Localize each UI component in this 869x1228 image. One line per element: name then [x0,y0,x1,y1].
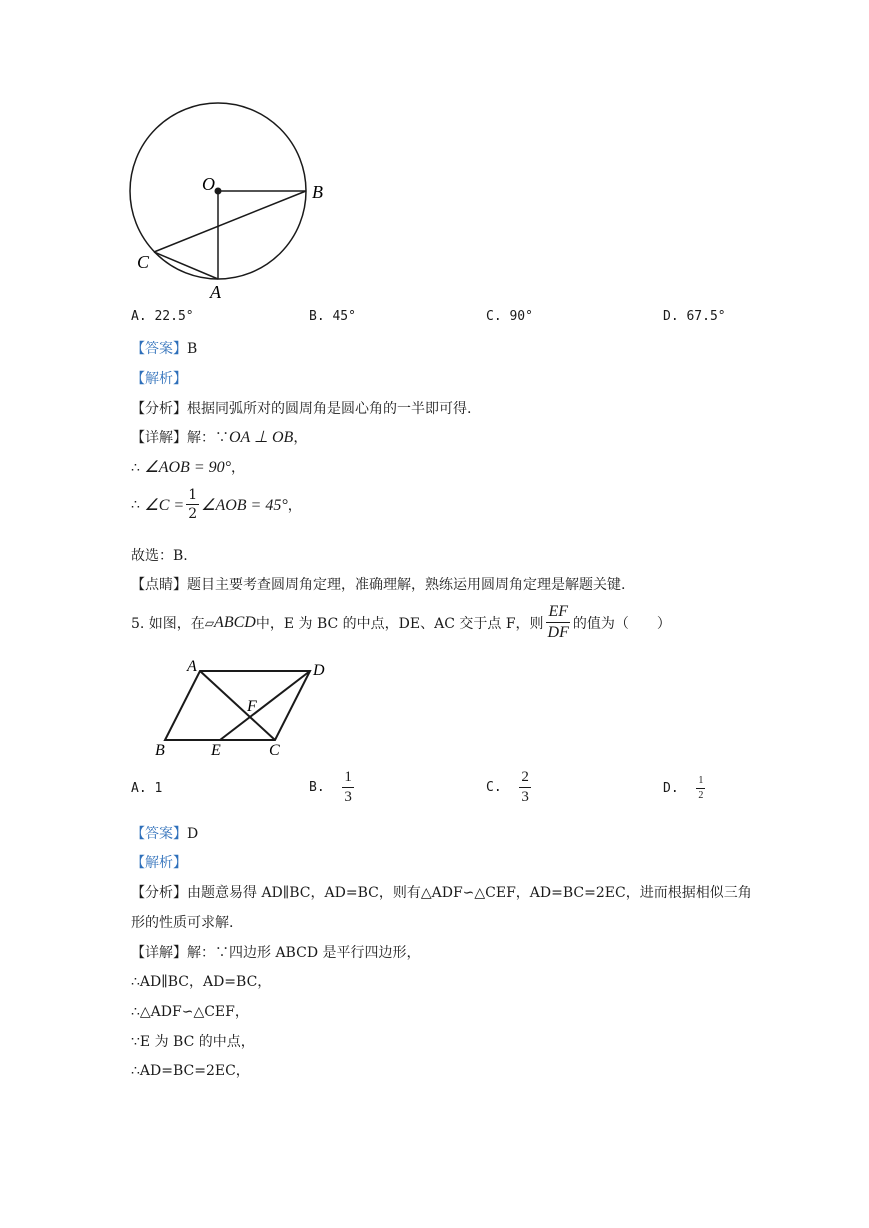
q5-option-c [486,770,533,805]
label-c: C [137,252,150,272]
detail-math: OA ⊥ OB [229,429,294,446]
answer-value: D [187,826,199,842]
parallelogram-figure [145,655,345,763]
q5-line-2: ∴△ADF∽△CEF， [131,1004,249,1020]
stem-a: 5. 如图，在 [131,615,205,632]
option-fraction [696,776,705,801]
q4-detail [131,427,307,447]
q5-option-b [309,770,356,805]
label-a: A [210,282,221,300]
q4-option-b: B. 45° [309,309,356,324]
q5-fenxi-1: 【分析】由题意易得 AD∥BC，AD=BC，则有△ADF∽△CEF，AD=BC=2EC，进而根据相似三角 [131,885,752,901]
q4-choose: 故选：B. [131,548,188,564]
frac-den: DF [547,624,569,641]
q5-line-3: ∵E 为 BC 的中点， [131,1034,255,1050]
frac-den: 2 [698,790,704,801]
frac-den: 2 [188,506,198,522]
q4-option-a: A. 22.5° [131,309,194,324]
q5-line-1: ∴AD∥BC，AD=BC， [131,974,272,990]
frac-num: EF [546,604,570,623]
frac-den: 3 [344,789,352,805]
step1-prefix: ∴ [131,460,140,476]
half-fraction [186,488,199,521]
label-a: A [187,658,197,675]
frac-num: 2 [521,769,529,785]
label-b: B [312,182,323,202]
q4-option-c: C. 90° [486,309,533,324]
stem-math: ABCD [214,613,256,631]
frac-num: 1 [188,487,198,503]
q4-analysis-tag: 【解析】 [131,371,187,387]
label-c: C [269,742,280,759]
step1-end: ， [231,460,246,476]
step2-prefix: ∴ [131,496,140,513]
detail-end: ， [293,430,308,446]
option-label: C. [486,780,502,795]
circle-figure [120,100,340,300]
answer-tag: 【答案】 [131,826,187,842]
q5-answer [131,823,198,843]
q5-analysis-tag: 【解析】 [131,855,187,871]
step1-math: ∠AOB = 90° [144,459,232,476]
label-f: F [247,698,257,715]
q4-answer [131,338,197,358]
q4-step1 [131,457,245,477]
option-label: D. [663,781,679,796]
option-fraction [342,770,354,805]
q5-fenxi-2: 形的性质可求解. [131,915,234,931]
q4-step2 [131,488,302,521]
frac-num: 1 [698,775,704,786]
stem-c: 的值为（ ） [572,615,671,632]
q4-option-d: D. 67.5° [663,309,726,324]
q5-detail: 【详解】解：∵四边形 ABCD 是平行四边形， [131,945,421,961]
label-o: O [202,174,215,194]
ef-df-fraction [546,604,571,641]
q4-fenxi: 【分析】根据同弧所对的圆周角是圆心角的一半即可得. [131,401,472,417]
label-e: E [211,742,221,759]
q5-stem [131,604,671,641]
q4-dianjing: 【点睛】题目主要考查圆周角定理，准确理解，熟练运用圆周角定理是解题关键. [131,577,626,593]
parallelogram-symbol: ▱ [204,615,215,630]
option-fraction [519,770,531,805]
stem-b: 中，E 为 BC 的中点，DE、AC 交于点 F，则 [255,615,544,632]
q5-option-a: A. 1 [131,781,163,796]
label-b: B [155,742,165,759]
label-d: D [313,662,325,679]
answer-value: B [187,341,198,357]
frac-den: 3 [521,789,529,805]
step2-end: ， [287,497,302,514]
option-label: B. [309,780,325,795]
frac-num: 1 [344,769,352,785]
step2-math-a: ∠C = [144,496,185,514]
q5-option-d [663,776,707,801]
detail-prefix: 【详解】解：∵ [131,430,229,446]
q5-line-4: ∴AD=BC=2EC， [131,1063,250,1079]
step2-math-b: ∠AOB = 45° [201,496,288,514]
answer-tag: 【答案】 [131,341,187,357]
